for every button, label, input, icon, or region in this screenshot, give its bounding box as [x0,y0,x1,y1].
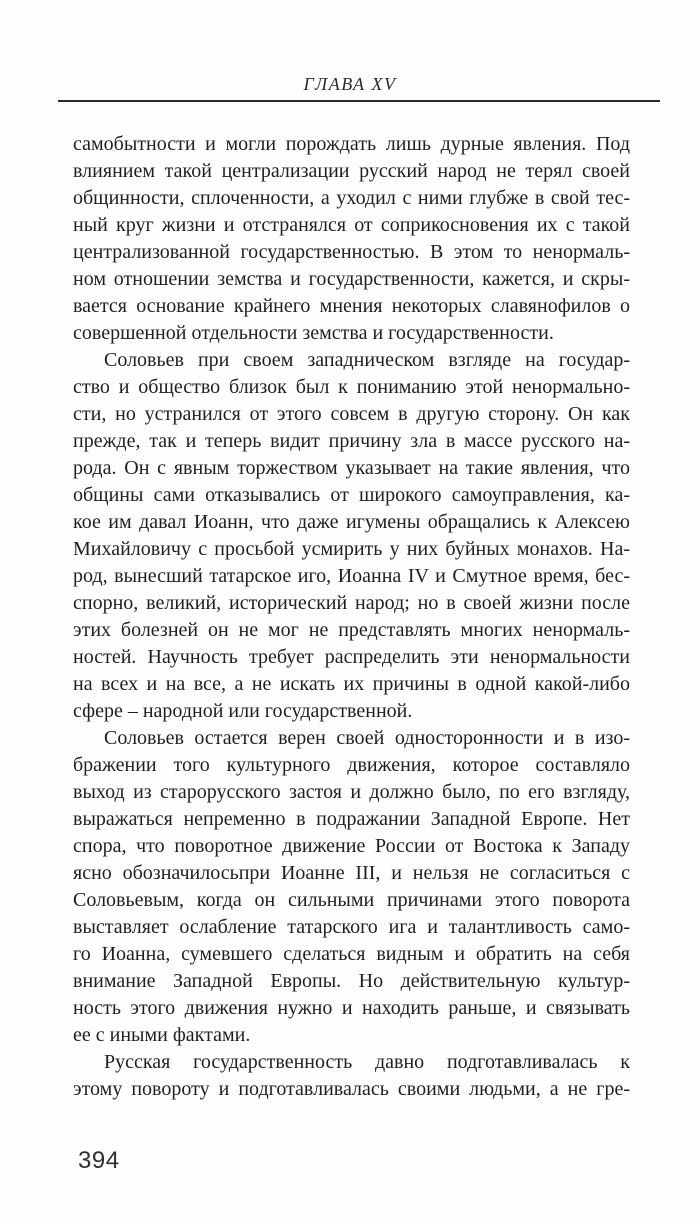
text-line: ее с иными фактами. [73,1024,251,1046]
text-line: централизованной государственностью. В этом то ненормаль- [73,241,630,263]
paragraph [73,347,630,725]
text-line: род, вынесший татарское иго, Иоанна IV и Смутное время, бес- [73,565,630,587]
text-line: общинности, сплоченности, а уходил с ними глубже в свой тес- [73,187,630,209]
text-line: ность этого движения нужно и находить раньше, и связывать [73,997,630,1019]
text-line: кое им давал Иоанн, что даже игумены обращались к Алексею [73,511,630,533]
text-line: сти, но устранился от этого совсем в другую сторону. Он как [73,403,630,425]
body-text-block [73,131,630,1103]
text-line: ство и общество близок был к пониманию этой ненормально- [73,376,630,398]
text-line: спорно, великий, исторический народ; но в своей жизни после [73,592,630,614]
text-line: выход из старорусского застоя и должно было, по его взгляду, [73,781,630,803]
text-line: спора, что поворотное движение России от Востока к Западу [73,835,630,857]
text-line: сфере – народной или государственной. [73,700,413,722]
text-line: Русская государственность давно подготавливалась к [104,1051,630,1073]
text-line: Соловьев при своем западническом взгляде на государ- [104,349,630,371]
text-line: этих болезней он не мог не представлять многих ненормаль- [73,619,630,641]
text-line: ном отношении земства и государственности, кажется, и скры- [73,268,630,290]
text-line: этому повороту и подготавливалась своими людьми, а не гре- [73,1078,630,1100]
text-line: внимание Западной Европы. Но действительную культур- [73,970,630,992]
text-line: самобытности и могли порождать лишь дурные явления. Под [73,133,630,155]
text-line: ясно обозначилосьпри Иоанне III, и нельзя не согласиться с [73,862,630,884]
text-line: общины сами отказывались от широкого самоуправления, ка- [73,484,630,506]
text-line: на всех и на все, а не искать их причины в одной какой-либо [73,673,630,695]
paragraph [73,725,630,1049]
text-line: ностей. Научность требует распределить эти ненормальности [73,646,630,668]
header-divider [58,100,660,102]
chapter-header: ГЛАВА XV [303,74,397,94]
text-line: Соловьевым, когда он сильными причинами этого поворота [73,889,630,911]
text-line: влиянием такой централизации русский народ не терял своей [73,160,630,182]
text-line: рода. Он с явным торжеством указывает на такие явления, что [73,457,630,479]
text-line: прежде, так и теперь видит причину зла в массе русского на- [73,430,630,452]
text-line: Соловьев остается верен своей односторонности и в изо- [104,727,630,749]
text-line: выставляет ослабление татарского ига и талантливость само- [73,916,630,938]
text-line: бражении того культурного движения, которое составляло [73,754,630,776]
text-line: ный круг жизни и отстранялся от соприкосновения их с такой [73,214,630,236]
paragraph [73,1049,630,1103]
page-number: 394 [78,1147,120,1174]
text-line: выражаться непременно в подражании Западной Европе. Нет [73,808,630,830]
text-line: го Иоанна, сумевшего сделаться видным и обратить на себя [73,943,630,965]
text-line: совершенной отдельности земства и государственности. [73,322,554,344]
paragraph [73,131,630,347]
text-line: Михайловичу с просьбой усмирить у них буйных монахов. На- [73,538,630,560]
text-line: вается основание крайнего мнения некоторых славянофилов о [73,295,630,317]
